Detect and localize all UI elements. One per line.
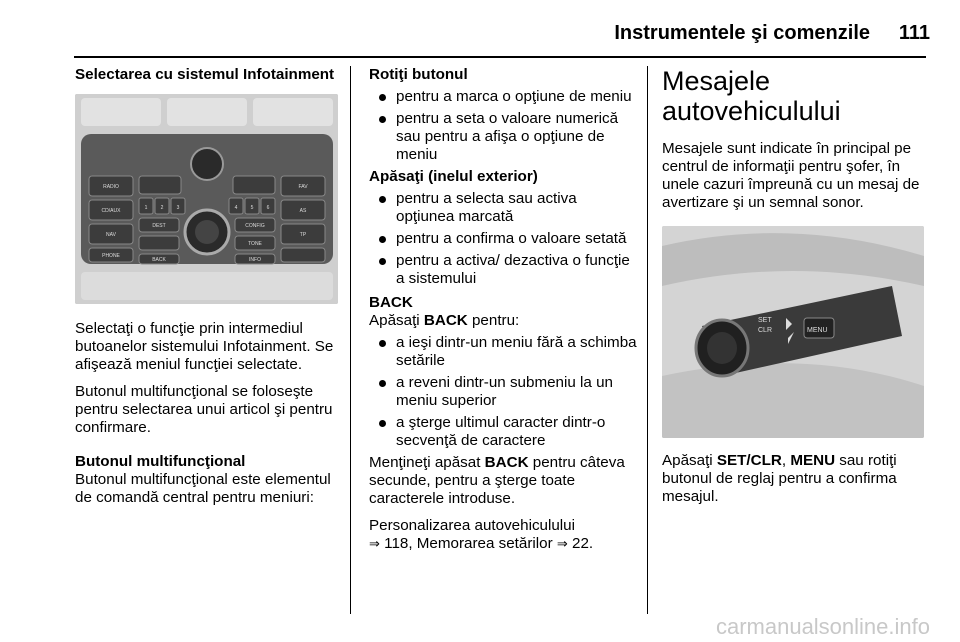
panel-label-num-4: 4 bbox=[234, 205, 238, 211]
bullet-icon bbox=[379, 380, 386, 387]
paragraph-multifunction-use: Butonul multifuncţional se foloseşte pentru selectarea unui articol şi pentru confirmare. bbox=[75, 383, 333, 436]
list-back bbox=[369, 334, 639, 450]
panel-label-nav: NAV bbox=[106, 232, 116, 238]
bullet-icon bbox=[379, 116, 386, 123]
list-item: pentru a marca o opţiune de meniu bbox=[369, 88, 639, 106]
column-divider-1 bbox=[350, 66, 351, 614]
page-number: 111 bbox=[898, 22, 930, 44]
stalk-label-clr: CLR bbox=[758, 327, 773, 334]
column-2 bbox=[369, 66, 639, 554]
paragraph-hold-back: Menţineţi apăsat BACK pentru câteva secunde, pentru a şterge toate caracterele introduse. bbox=[369, 454, 625, 507]
panel-label-num-2: 2 bbox=[160, 205, 164, 211]
bullet-icon bbox=[379, 420, 386, 427]
section-heading-infotainment: Selectarea cu sistemul Infotainment bbox=[75, 66, 335, 83]
list-item: a ieşi dintr-un meniu fără a schimba setările bbox=[369, 334, 639, 370]
panel-label-tp: TP bbox=[299, 232, 307, 238]
infotainment-panel-illustration bbox=[75, 94, 338, 304]
list-press bbox=[369, 190, 639, 288]
list-item: pentru a activa/ dezactiva o funcţie a sistemului bbox=[369, 252, 639, 288]
section-title-vehicle-messages: Mesajele autovehiculului bbox=[662, 66, 841, 126]
stalk-label-menu: MENU bbox=[807, 327, 828, 334]
cross-ref-arrow-icon: ⇒ bbox=[369, 537, 380, 552]
paragraph-multifunction-central: Butonul multifuncţional este elementul de comandă central pentru meniuri: bbox=[75, 471, 331, 506]
steering-stalk-photo bbox=[662, 226, 924, 438]
panel-label-radio: RADIO bbox=[103, 184, 119, 190]
stalk-label-set: SET bbox=[758, 317, 772, 324]
bullet-icon bbox=[379, 196, 386, 203]
bullet-icon bbox=[379, 340, 386, 347]
page-header-title: Instrumentele şi comenzile bbox=[614, 22, 870, 44]
list-item: pentru a seta o valoare numerică sau pentru a afişa o opţiune de meniu bbox=[369, 110, 639, 164]
paragraph-select-function: Selectaţi o funcţie prin intermediul butoanelor sistemului Infotainment. Se afişează meniul funcţiei selectate. bbox=[75, 320, 334, 373]
bullet-icon bbox=[379, 236, 386, 243]
list-item: pentru a selecta sau activa opţiunea marcată bbox=[369, 190, 639, 226]
cross-ref-link-page[interactable]: 22. bbox=[567, 535, 594, 552]
paragraph-confirm-message: Apăsaţi SET/CLR, MENU sau rotiţi butonul de reglaj pentru a confirma mesajul. bbox=[662, 452, 897, 505]
bullet-icon bbox=[379, 94, 386, 101]
subheading-multifunction-button: Butonul multifuncţional bbox=[75, 453, 246, 470]
bullet-icon bbox=[379, 258, 386, 265]
cross-ref-link-settings[interactable]: 118, Memorarea setărilor bbox=[379, 535, 557, 552]
panel-label-phone: PHONE bbox=[102, 253, 120, 259]
infotainment-panel-photo bbox=[75, 94, 338, 304]
cross-ref-arrow-icon: ⇒ bbox=[556, 537, 568, 552]
column-1 bbox=[75, 66, 341, 507]
panel-label-num-6: 6 bbox=[266, 205, 270, 211]
paragraph-press-back: Apăsaţi BACK pentru: bbox=[369, 312, 520, 329]
panel-label-config: CONFIG bbox=[245, 223, 265, 229]
panel-label-num-3: 3 bbox=[176, 205, 180, 211]
panel-label-fav: FAV bbox=[298, 184, 308, 190]
heading-rotate-button: Rotiţi butonul bbox=[369, 66, 468, 83]
heading-press-outer-ring: Apăsaţi (inelul exterior) bbox=[369, 168, 538, 185]
paragraph-messages-info: Mesajele sunt indicate în principal pe centrul de informaţii pentru şofer, în unele cazuri împreună cu un mesaj de avertizare şi un semnal sonor. bbox=[662, 140, 920, 211]
heading-back: BACK bbox=[369, 294, 413, 311]
panel-label-dest: DEST bbox=[152, 223, 166, 229]
paragraph-personalization: Personalizarea autovehiculului ⇒ 118, Memorarea setărilor ⇒ 22. bbox=[369, 517, 594, 552]
panel-label-tone: TONE bbox=[248, 241, 262, 247]
panel-label-info: INFO bbox=[249, 257, 261, 263]
column-3 bbox=[662, 66, 928, 506]
list-item: a reveni dintr-un submeniu la un meniu superior bbox=[369, 374, 639, 410]
panel-label-num-5: 5 bbox=[250, 205, 254, 211]
list-item: a şterge ultimul caracter dintr-o secvenţă de caractere bbox=[369, 414, 639, 450]
list-item: pentru a confirma o valoare setată bbox=[369, 230, 639, 248]
panel-label-cdaux: CD/AUX bbox=[101, 208, 121, 214]
column-divider-2 bbox=[647, 66, 648, 614]
panel-label-num-1: 1 bbox=[144, 205, 148, 211]
panel-label-as: AS bbox=[299, 208, 307, 214]
list-rotate bbox=[369, 88, 639, 164]
header-rule bbox=[74, 56, 926, 58]
steering-stalk-illustration bbox=[662, 226, 924, 438]
panel-label-back: BACK bbox=[152, 257, 166, 263]
watermark: carmanualsonline.info bbox=[715, 614, 930, 639]
